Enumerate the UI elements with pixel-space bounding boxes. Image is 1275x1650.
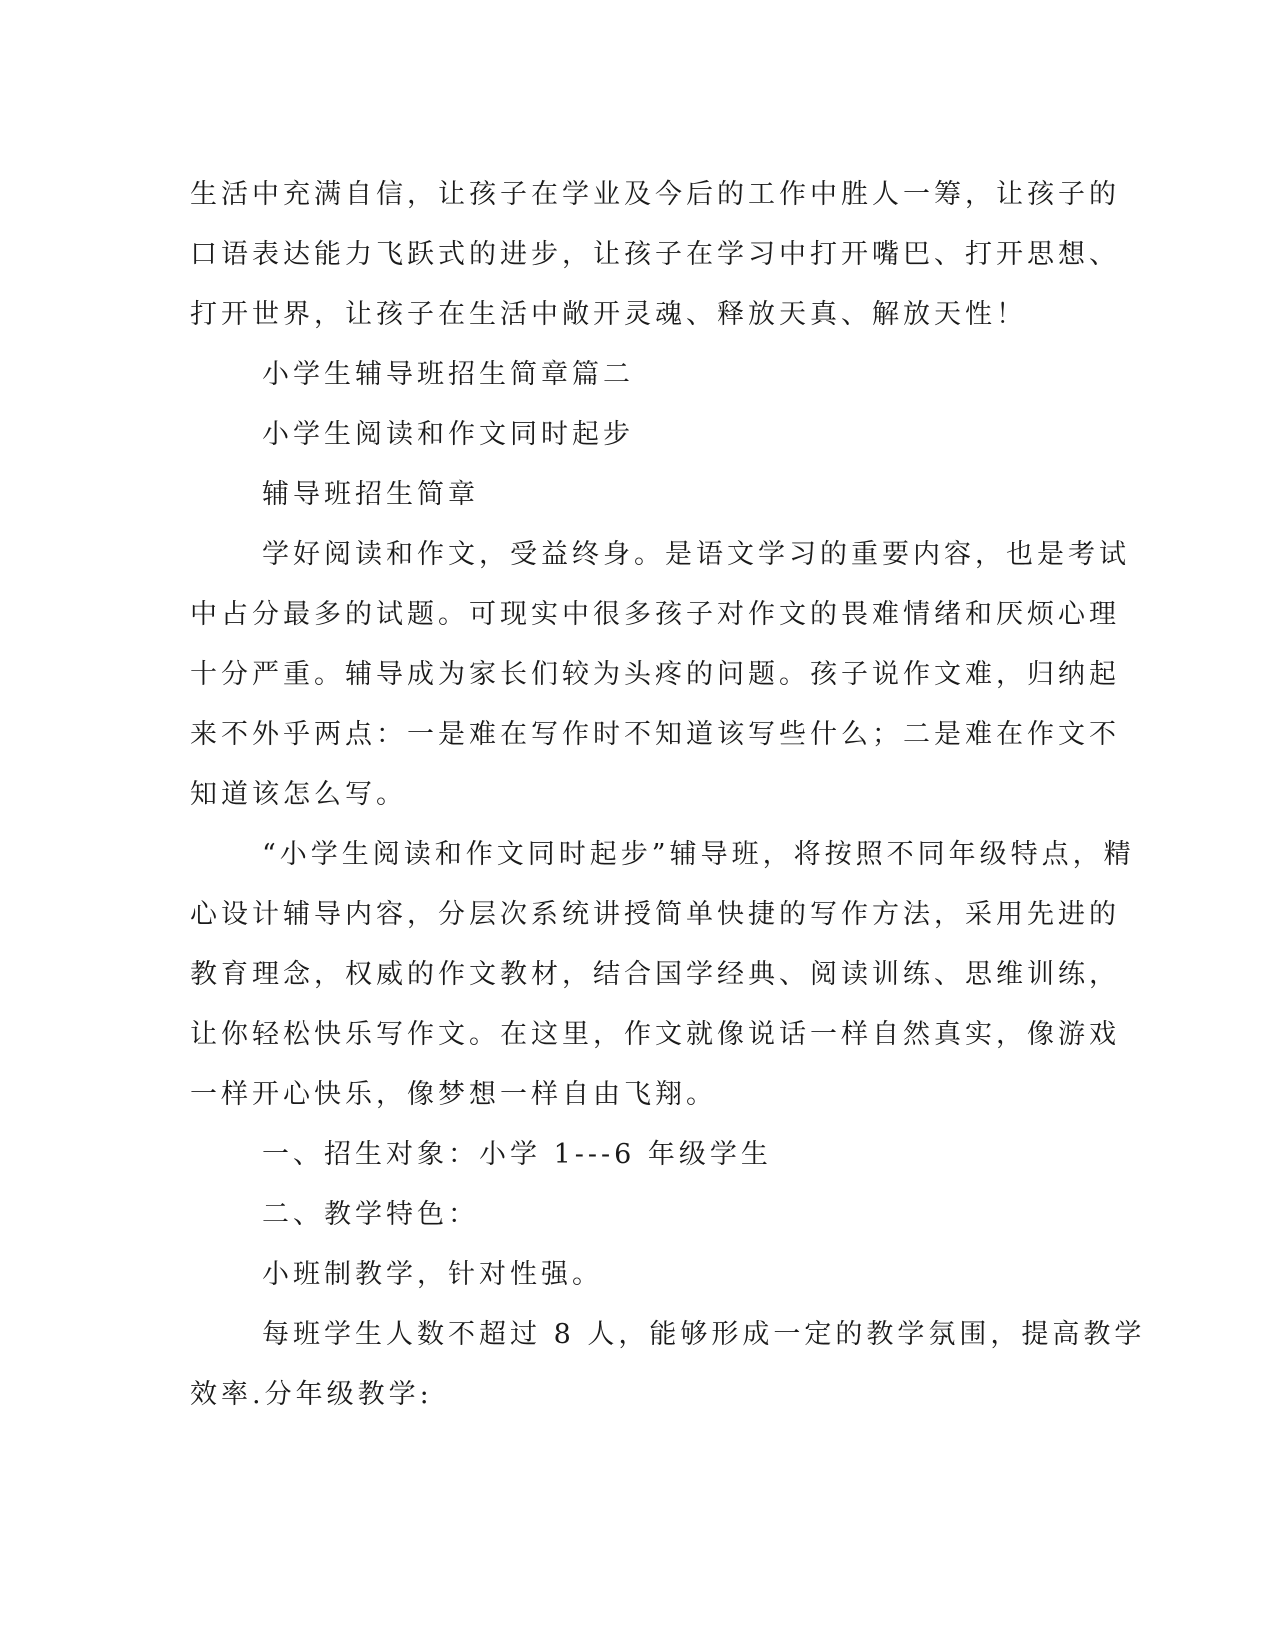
text-line: 每班学生人数不超过 8 人，能够形成一定的教学氛围，提高教学: [262, 1319, 1146, 1350]
text-line: 小学生阅读和作文同时起步: [262, 419, 634, 450]
text-line: 小学生辅导班招生简章篇二: [262, 359, 634, 390]
text-line: 来不外乎两点：一是难在写作时不知道该写些什么；二是难在作文不: [190, 719, 1120, 750]
text-line: 小班制教学，针对性强。: [262, 1259, 603, 1290]
text-line: 十分严重。辅导成为家长们较为头疼的问题。孩子说作文难，归纳起: [190, 659, 1120, 690]
text-line: 让你轻松快乐写作文。在这里，作文就像说话一样自然真实，像游戏: [190, 1019, 1120, 1050]
text-line: 知道该怎么写。: [190, 779, 407, 810]
text-line: 二、教学特色：: [262, 1199, 479, 1230]
text-line: 生活中充满自信，让孩子在学业及今后的工作中胜人一筹，让孩子的: [190, 179, 1120, 210]
text-line: 一样开心快乐，像梦想一样自由飞翔。: [190, 1079, 717, 1110]
text-line: 效率.分年级教学:: [190, 1379, 433, 1410]
text-line: 口语表达能力飞跃式的进步，让孩子在学习中打开嘴巴、打开思想、: [190, 239, 1120, 270]
text-line: “小学生阅读和作文同时起步”辅导班，将按照不同年级特点，精: [262, 839, 1135, 870]
text-line: 打开世界，让孩子在生活中敞开灵魂、释放天真、解放天性！: [190, 299, 1027, 330]
text-line: 学好阅读和作文，受益终身。是语文学习的重要内容，也是考试: [262, 539, 1130, 570]
text-line: 教育理念，权威的作文教材，结合国学经典、阅读训练、思维训练，: [190, 959, 1120, 990]
text-line: 中占分最多的试题。可现实中很多孩子对作文的畏难情绪和厌烦心理: [190, 599, 1120, 630]
text-line: 一、招生对象：小学 1---6 年级学生: [262, 1139, 772, 1170]
text-line: 心设计辅导内容，分层次系统讲授简单快捷的写作方法，采用先进的: [190, 899, 1120, 930]
document-body: [190, 165, 1146, 1425]
text-line: 辅导班招生简章: [262, 479, 479, 510]
